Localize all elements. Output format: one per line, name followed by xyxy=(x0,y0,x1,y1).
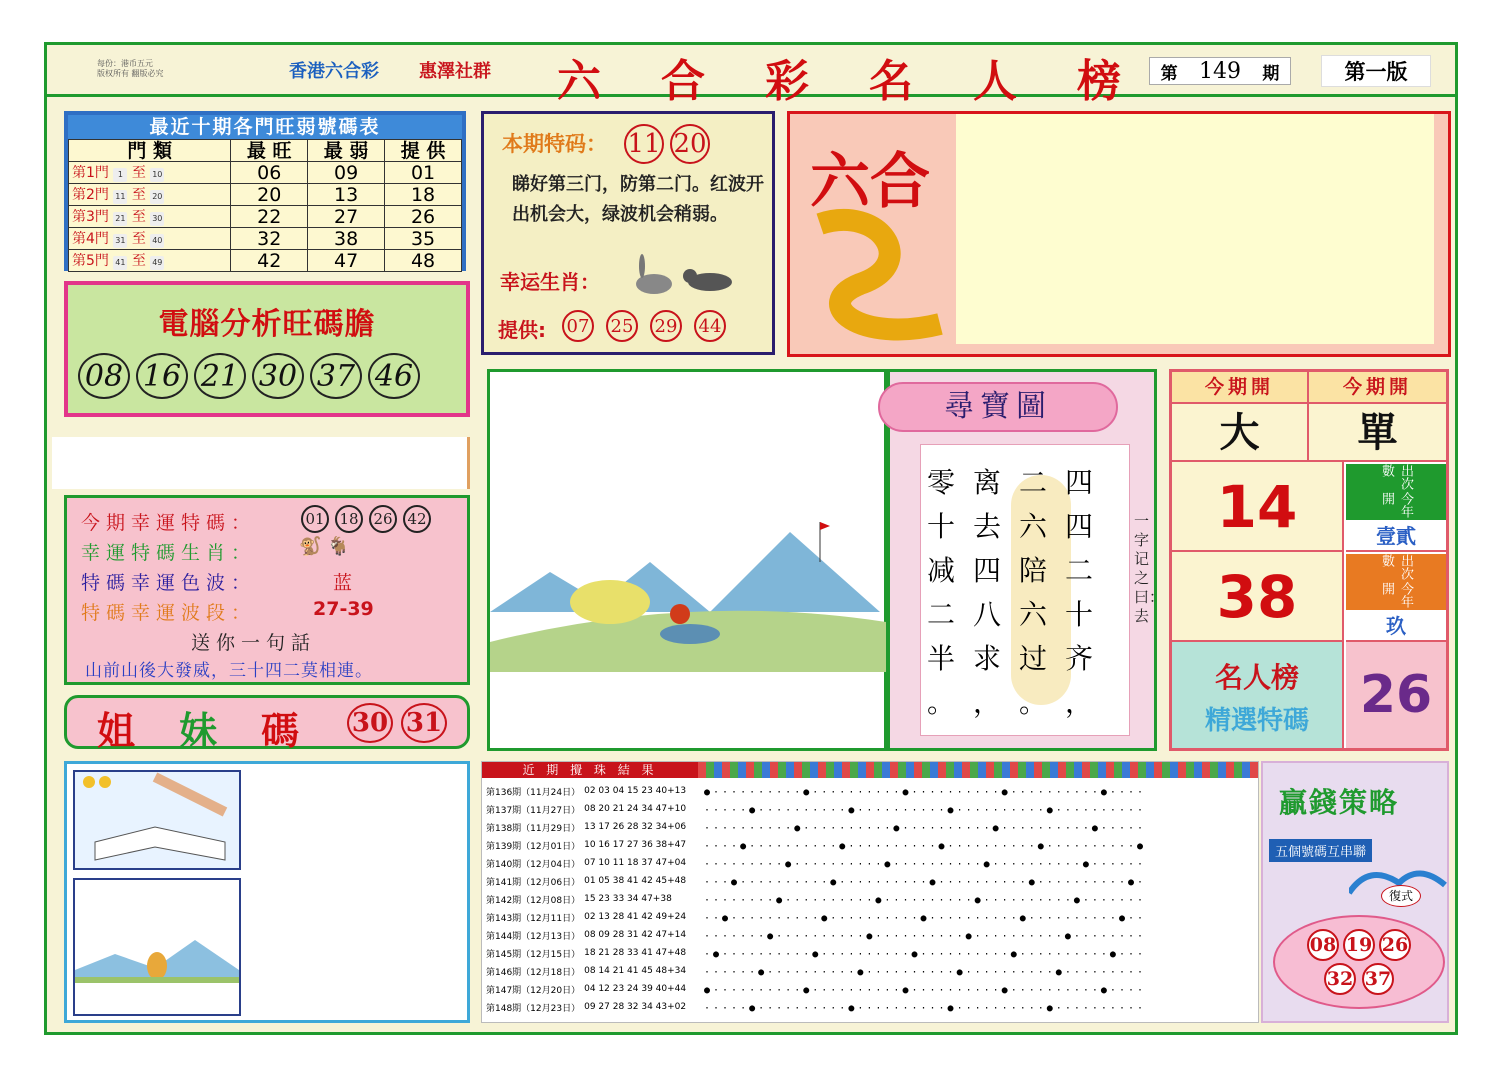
lucky-zodiac-label: 幸運特碼生肖： xyxy=(81,542,257,564)
col-header: 提 供 xyxy=(385,140,462,162)
draw-results-title: 近 期 攪 珠 結 果 xyxy=(482,762,698,778)
title-char: 人 xyxy=(973,56,1017,107)
number-ball: 07 xyxy=(562,310,594,342)
number-ball: 08 xyxy=(1307,929,1339,961)
count-value: 玖 xyxy=(1346,610,1446,642)
poem-column: 四 四 二 十 齐 ， xyxy=(1065,466,1094,719)
cat-illustration xyxy=(73,878,241,1016)
banner-panel xyxy=(787,111,1451,357)
special-code-panel xyxy=(481,111,775,355)
poem-column: 二 六 陪 六 过 。 xyxy=(1019,466,1048,719)
table-row: 第144期（12月13日） 08 09 28 31 42 47+14 xyxy=(486,930,687,942)
results-panel xyxy=(1169,369,1449,751)
title-char: 六 xyxy=(557,56,601,107)
table-row: 第1門 1 至 10 06 09 01 xyxy=(69,162,462,184)
number-ball: 18 xyxy=(335,505,363,533)
rabbit-icon xyxy=(630,254,740,304)
big-small-value: 大 xyxy=(1172,404,1309,462)
draw-results-panel xyxy=(481,761,1259,1023)
compound-badge: 復式 xyxy=(1381,885,1421,907)
zodiac-animal-icon: 🐒 🐐 xyxy=(299,536,350,557)
table-row: 第2門 11 至 20 20 13 18 xyxy=(69,184,462,206)
number-ball: 46 xyxy=(368,353,420,399)
treasure-side-note: 一字记之曰：去 xyxy=(1134,512,1165,625)
number-14: 14 xyxy=(1172,462,1344,552)
table-row: 第5門 41 至 49 42 47 48 xyxy=(69,250,462,272)
issue-number: 149 xyxy=(1198,58,1241,84)
draw-results-table xyxy=(484,782,688,1016)
col-header: 門 類 xyxy=(69,140,231,162)
count-tag: 出次數 今年開 xyxy=(1346,464,1446,520)
number-ball: 44 xyxy=(694,310,726,342)
title-char: 榜 xyxy=(1077,56,1121,107)
table-row: 第148期（12月23日） 09 27 28 32 34 43+02 xyxy=(486,1002,687,1014)
table-row: 第3門 21 至 30 22 27 26 xyxy=(69,206,462,228)
lucky-zodiac-label: 幸运生肖： xyxy=(500,270,600,294)
number-ball: 19 xyxy=(1343,929,1375,961)
computer-title: 電腦分析旺碼膽 xyxy=(158,307,376,342)
col-header: 最 弱 xyxy=(308,140,385,162)
count-tag: 出次數 今年開 xyxy=(1346,554,1446,610)
number-ball: 20 xyxy=(670,124,710,164)
page-frame xyxy=(44,42,1458,1035)
table-row: 第137期（11月27日） 08 20 21 24 34 47+10 xyxy=(486,804,687,816)
famous-box: 名人榜 精選特碼 xyxy=(1172,642,1344,748)
gift-phrase-label: 送你一句話 xyxy=(191,632,317,654)
provide-label: 提供: xyxy=(498,318,546,342)
computer-analysis-panel xyxy=(64,281,470,417)
number-ball: 32 xyxy=(1324,963,1356,995)
lucky-range-value: 27-39 xyxy=(313,598,374,620)
number-ball: 16 xyxy=(136,353,188,399)
table-row: 第146期（12月18日） 08 14 21 41 45 48+34 xyxy=(486,966,687,978)
strategy-subtitle: 五個號碼互串聯 xyxy=(1269,839,1372,862)
number-ball: 26 xyxy=(1379,929,1411,961)
dragon-icon xyxy=(800,204,960,344)
sister-numbers xyxy=(347,703,447,743)
number-ball: 29 xyxy=(650,310,682,342)
table-row: 第147期（12月20日） 04 12 23 24 39 40+44 xyxy=(486,984,687,996)
number-ball: 37 xyxy=(1362,963,1394,995)
table-row: 第142期（12月08日） 15 23 33 34 47+38 xyxy=(486,894,672,906)
org-name-2: 惠澤社群 xyxy=(419,61,491,82)
special-text: 睇好第三门，防第二门。红波开出机会大，绿波机会稍弱。 xyxy=(512,174,764,225)
edition-label: 第一版 xyxy=(1321,55,1431,87)
blank-box xyxy=(956,111,1434,344)
number-ball: 11 xyxy=(624,124,664,164)
open-header: 今期開 xyxy=(1309,372,1446,404)
ten-issue-table-panel xyxy=(64,111,466,271)
number-ball: 08 xyxy=(78,353,130,399)
book-illustration xyxy=(73,770,241,870)
table-row: 第140期（12月04日） 07 10 11 18 37 47+04 xyxy=(486,858,687,870)
number-ball: 26 xyxy=(369,505,397,533)
computer-numbers xyxy=(78,353,420,399)
number-ball: 37 xyxy=(310,353,362,399)
gift-phrase: 山前山後大發威，三十四二莫相連。 xyxy=(85,661,373,681)
lucky-code-numbers xyxy=(301,505,431,533)
sister-code-label: 姐 妹 碼 xyxy=(97,709,300,753)
landscape-illustration xyxy=(487,369,887,751)
bottom-pictures-panel xyxy=(64,761,470,1023)
col-header: 最 旺 xyxy=(231,140,308,162)
treasure-title: 尋寶圖 xyxy=(878,382,1118,432)
number-ball: 21 xyxy=(194,353,246,399)
number-header-strip xyxy=(698,762,1258,778)
number-ball: 31 xyxy=(401,703,447,743)
org-name: 香港六合彩 xyxy=(289,61,379,82)
number-38: 38 xyxy=(1172,552,1344,642)
special-label: 本期特码： xyxy=(502,132,607,156)
table-row: 第143期（12月11日） 02 13 28 41 42 49+24 xyxy=(486,912,687,924)
treasure-poem xyxy=(920,444,1130,736)
treasure-map-panel xyxy=(887,369,1165,751)
lucky-panel xyxy=(64,495,470,685)
strategy-numbers xyxy=(1273,915,1445,1009)
table-row: 第136期（11月24日） 02 03 04 15 23 40+13 xyxy=(486,786,687,798)
odd-even-value: 單 xyxy=(1309,404,1446,462)
count-value: 壹貳 xyxy=(1346,520,1446,552)
open-header: 今期開 xyxy=(1172,372,1309,404)
lucky-color-label: 特碼幸運色波： xyxy=(81,572,257,594)
strategy-title: 贏錢策略 xyxy=(1279,786,1400,819)
title-char: 名 xyxy=(869,56,913,107)
title-char: 合 xyxy=(661,56,705,107)
table-row: 第138期（11月29日） 13 17 26 28 32 34+06 xyxy=(486,822,687,834)
table-row: 第139期（12月01日） 10 16 17 27 36 38+47 xyxy=(486,840,687,852)
strategy-panel xyxy=(1261,761,1449,1023)
blank-area xyxy=(52,437,470,489)
ten-issue-title: 最近十期各門旺弱號碼表 xyxy=(68,115,462,139)
lucky-color-value: 蓝 xyxy=(333,572,353,594)
header xyxy=(47,45,1455,107)
banner-art: 六合 xyxy=(810,147,930,217)
landscape-image xyxy=(490,372,886,750)
special-numbers xyxy=(624,124,710,164)
number-ball: 01 xyxy=(301,505,329,533)
table-row: 第141期（12月06日） 01 05 38 41 42 45+48 xyxy=(486,876,687,888)
table-row: 第4門 31 至 40 32 38 35 xyxy=(69,228,462,250)
poem-column: 零 十 减 二 半 。 xyxy=(927,466,956,719)
dot-grid: ●··········●··········●··········●··········●···· ·····●··········●··········●··········●·········· ··········●··········●··········●··········●····· ····●··········●··········●··········●··········● ·········●··········●··········●··········●······ ···●··········●··········●··········●··········●· ········●··········●··········●··········●······· ··●··········●··········●··········●··········●·· ·······●··········●··········●··········●········ ·●··········●··········●··········●··········●··· ······●··········●··········●··········●········· ●··········●··········●··········●··········●···· ·····●··········●··········●··········●·········· xyxy=(704,787,1147,1014)
number-ball: 42 xyxy=(403,505,431,533)
ten-issue-table xyxy=(68,139,462,272)
issue-box: 第 149 期 xyxy=(1149,57,1291,85)
header-small-text: 每份：港币五元 版权所有 翻版必究 xyxy=(97,59,164,78)
sister-code-panel xyxy=(64,695,470,753)
number-ball: 30 xyxy=(252,353,304,399)
number-ball: 25 xyxy=(606,310,638,342)
title-char: 彩 xyxy=(765,56,809,107)
table-row: 第145期（12月15日） 18 21 28 33 41 47+48 xyxy=(486,948,687,960)
number-ball: 30 xyxy=(347,703,393,743)
main-title xyxy=(557,45,1121,109)
lucky-range-label: 特碼幸運波段： xyxy=(81,602,257,624)
lucky-code-label: 今期幸運特碼： xyxy=(81,512,257,534)
poem-column: 离 去 四 八 求 ， xyxy=(973,466,1002,719)
famous-number: 26 xyxy=(1346,642,1446,748)
provide-numbers xyxy=(562,310,726,342)
